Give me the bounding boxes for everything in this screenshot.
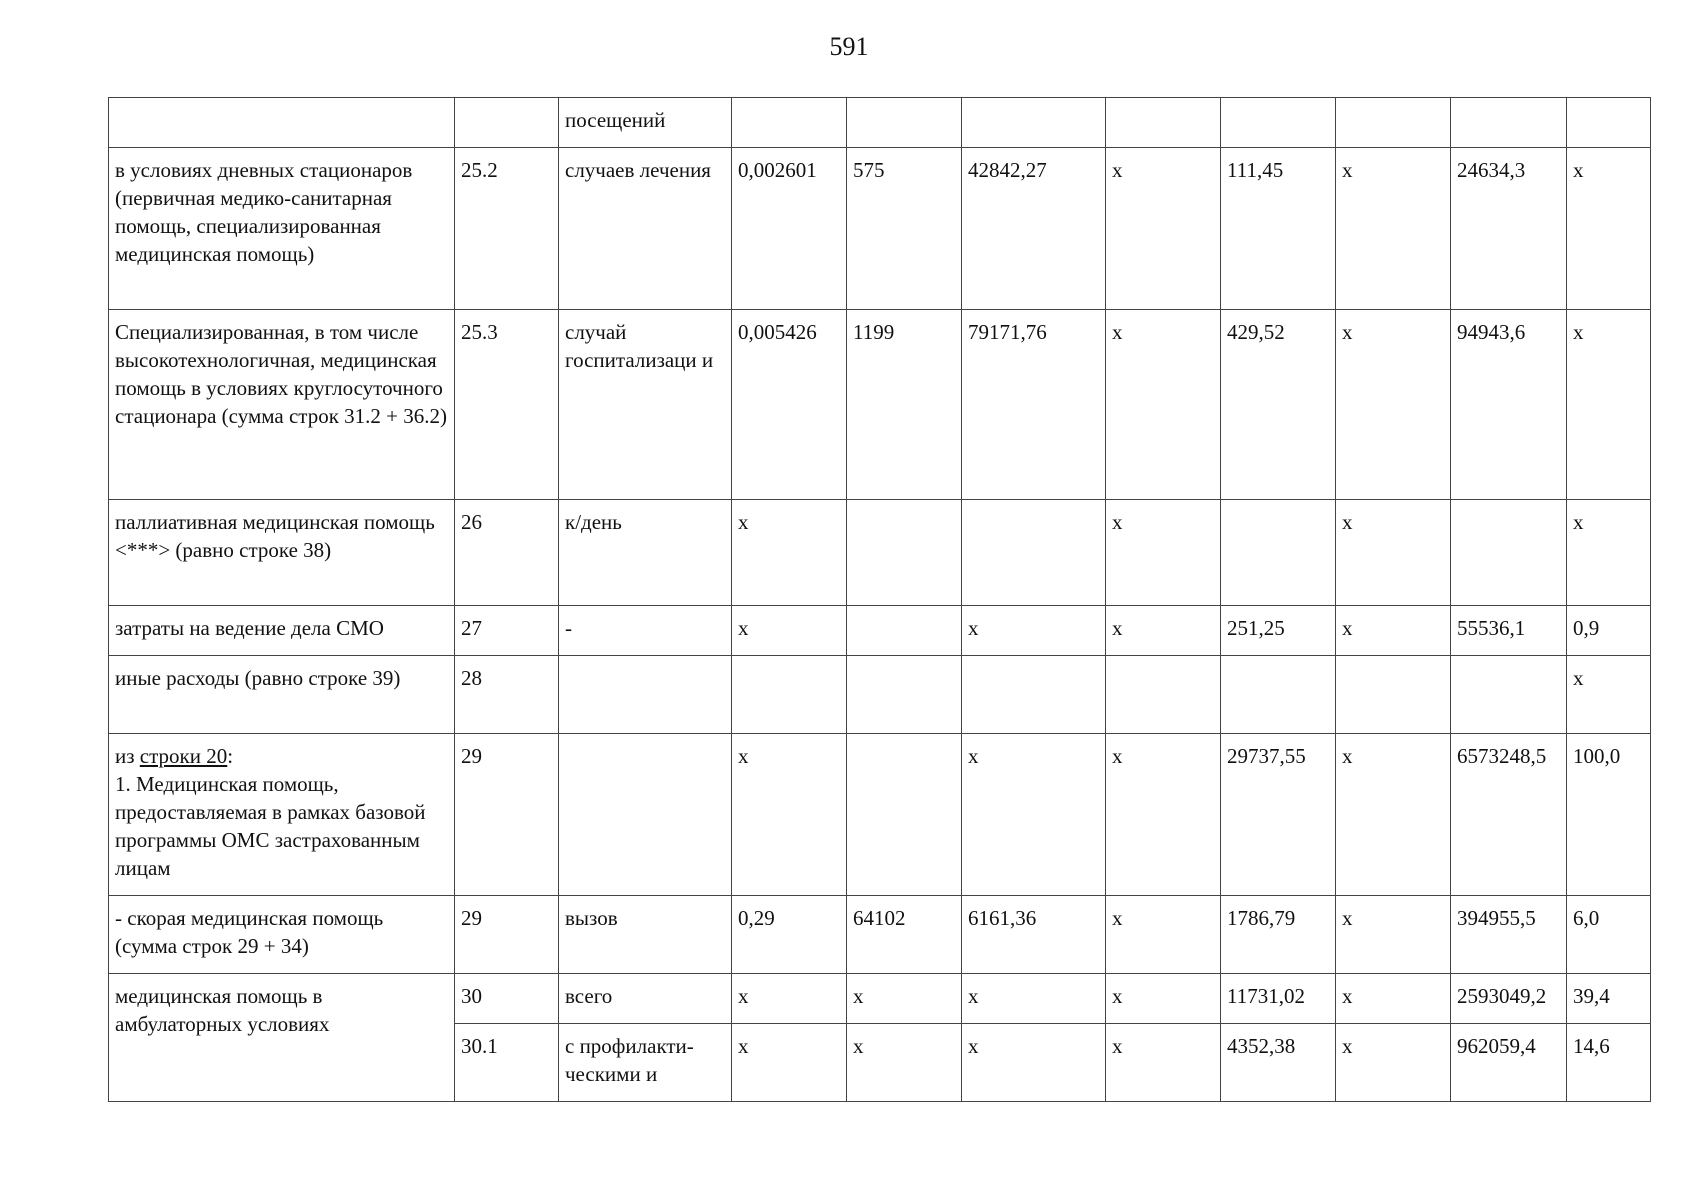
cell-unit: всего xyxy=(559,974,732,1024)
cell-line-number: 27 xyxy=(455,606,559,656)
table-row xyxy=(109,606,1651,656)
cell-value: х xyxy=(962,734,1106,896)
cell-value xyxy=(1336,98,1451,148)
cell-value: х xyxy=(732,500,847,606)
cell-value: х xyxy=(1106,734,1221,896)
cell-value: х xyxy=(1336,1024,1451,1102)
cell-value xyxy=(847,606,962,656)
cell-value: х xyxy=(962,1024,1106,1102)
cell-unit: случай госпитализаци и xyxy=(559,310,732,500)
cell-value: х xyxy=(1336,606,1451,656)
cell-value: 14,6 xyxy=(1567,1024,1651,1102)
cell-value: 6573248,5 xyxy=(1451,734,1567,896)
cell-value xyxy=(1106,98,1221,148)
cell-value: 111,45 xyxy=(1221,148,1336,310)
data-table xyxy=(108,97,1651,1102)
cell-line-number: 30.1 xyxy=(455,1024,559,1102)
cell-value xyxy=(1451,656,1567,734)
table-row xyxy=(109,974,1651,1024)
cell-value xyxy=(847,98,962,148)
cell-value xyxy=(1221,500,1336,606)
cell-value: х xyxy=(732,606,847,656)
cell-value: х xyxy=(732,974,847,1024)
cell-value: 0,29 xyxy=(732,896,847,974)
table-row xyxy=(109,896,1651,974)
cell-value xyxy=(847,500,962,606)
cell-name: затраты на ведение дела СМО xyxy=(109,606,455,656)
cell-unit xyxy=(559,656,732,734)
cell-value xyxy=(732,656,847,734)
cell-value xyxy=(1567,98,1651,148)
cell-value: 4352,38 xyxy=(1221,1024,1336,1102)
cell-value: х xyxy=(847,974,962,1024)
cell-value xyxy=(962,656,1106,734)
cell-value xyxy=(1221,656,1336,734)
cell-value xyxy=(1336,656,1451,734)
cell-unit: с профилакти-ческими и xyxy=(559,1024,732,1102)
cell-unit xyxy=(559,734,732,896)
cell-value: х xyxy=(1106,310,1221,500)
table-row xyxy=(109,656,1651,734)
cell-value: 0,005426 xyxy=(732,310,847,500)
cell-value: х xyxy=(1336,500,1451,606)
cell-line-number: 28 xyxy=(455,656,559,734)
cell-value: х xyxy=(1106,500,1221,606)
cell-unit: вызов xyxy=(559,896,732,974)
cell-name xyxy=(109,734,455,896)
cell-name: - скорая медицинская помощь (сумма строк 29 + 34) xyxy=(109,896,455,974)
cell-value: х xyxy=(1336,974,1451,1024)
cell-value: х xyxy=(1336,148,1451,310)
cell-name xyxy=(109,98,455,148)
cell-value: х xyxy=(1106,974,1221,1024)
table-row xyxy=(109,310,1651,500)
cell-value: 39,4 xyxy=(1567,974,1651,1024)
cell-value xyxy=(847,734,962,896)
cell-value: 251,25 xyxy=(1221,606,1336,656)
cell-value: 11731,02 xyxy=(1221,974,1336,1024)
cell-value: х xyxy=(962,974,1106,1024)
cell-value: х xyxy=(1336,310,1451,500)
cell-value: 1786,79 xyxy=(1221,896,1336,974)
cell-value: 94943,6 xyxy=(1451,310,1567,500)
cell-value: х xyxy=(1567,310,1651,500)
cell-value: х xyxy=(732,1024,847,1102)
cell-value: 394955,5 xyxy=(1451,896,1567,974)
cell-value: 962059,4 xyxy=(1451,1024,1567,1102)
cell-value: 6,0 xyxy=(1567,896,1651,974)
cell-value xyxy=(1221,98,1336,148)
cell-value: х xyxy=(1567,148,1651,310)
cell-name: в условиях дневных стационаров (первичная медико-санитарная помощь, специализированная медицинская помощь) xyxy=(109,148,455,310)
cell-value: 6161,36 xyxy=(962,896,1106,974)
cell-name: Специализированная, в том числе высокотехнологичная, медицинская помощь в условиях круглосуточного стационара (сумма строк 31.2 + 36.2) xyxy=(109,310,455,500)
cell-line-number: 26 xyxy=(455,500,559,606)
cell-value: 29737,55 xyxy=(1221,734,1336,896)
cell-line-number: 25.3 xyxy=(455,310,559,500)
cell-name-prefix: из xyxy=(115,744,140,768)
cell-value: 429,52 xyxy=(1221,310,1336,500)
cell-value: 1199 xyxy=(847,310,962,500)
cell-value: х xyxy=(1106,606,1221,656)
cell-value: 2593049,2 xyxy=(1451,974,1567,1024)
cell-value: х xyxy=(1106,896,1221,974)
cell-value: 24634,3 xyxy=(1451,148,1567,310)
cell-value xyxy=(1451,98,1567,148)
cell-value: х xyxy=(1106,148,1221,310)
page-number: 591 xyxy=(829,32,869,61)
cell-line-number: 30 xyxy=(455,974,559,1024)
cell-value: х xyxy=(732,734,847,896)
table-row xyxy=(109,500,1651,606)
table-row xyxy=(109,148,1651,310)
cell-name: медицинская помощь в амбулаторных условиях xyxy=(109,974,455,1102)
cell-name-text: : 1. Медицинская помощь, предоставляемая в рамках базовой программы ОМС застрахованным лицам xyxy=(115,744,426,880)
cell-value: 100,0 xyxy=(1567,734,1651,896)
cell-value: х xyxy=(847,1024,962,1102)
cell-value xyxy=(962,98,1106,148)
cell-line-number: 25.2 xyxy=(455,148,559,310)
cell-value: х xyxy=(1336,734,1451,896)
cell-value xyxy=(962,500,1106,606)
cell-value xyxy=(1451,500,1567,606)
cell-value xyxy=(847,656,962,734)
cell-value: 0,9 xyxy=(1567,606,1651,656)
cell-line-number xyxy=(455,98,559,148)
cell-value: х xyxy=(1336,896,1451,974)
cell-value: 42842,27 xyxy=(962,148,1106,310)
cell-unit: посещений xyxy=(559,98,732,148)
table-row xyxy=(109,98,1651,148)
row-reference-link[interactable]: строки 20 xyxy=(139,744,228,768)
cell-value xyxy=(1106,656,1221,734)
cell-value: х xyxy=(1106,1024,1221,1102)
cell-value: 0,002601 xyxy=(732,148,847,310)
cell-line-number: 29 xyxy=(455,896,559,974)
cell-line-number: 29 xyxy=(455,734,559,896)
cell-value: 64102 xyxy=(847,896,962,974)
cell-name: иные расходы (равно строке 39) xyxy=(109,656,455,734)
cell-value: 55536,1 xyxy=(1451,606,1567,656)
cell-unit: - xyxy=(559,606,732,656)
cell-value: 79171,76 xyxy=(962,310,1106,500)
cell-value xyxy=(732,98,847,148)
cell-unit: случаев лечения xyxy=(559,148,732,310)
cell-value: х xyxy=(1567,656,1651,734)
cell-name: паллиативная медицинская помощь <***> (равно строке 38) xyxy=(109,500,455,606)
table-row xyxy=(109,734,1651,896)
cell-value: 575 xyxy=(847,148,962,310)
cell-value: х xyxy=(1567,500,1651,606)
cell-value: х xyxy=(962,606,1106,656)
cell-unit: к/день xyxy=(559,500,732,606)
